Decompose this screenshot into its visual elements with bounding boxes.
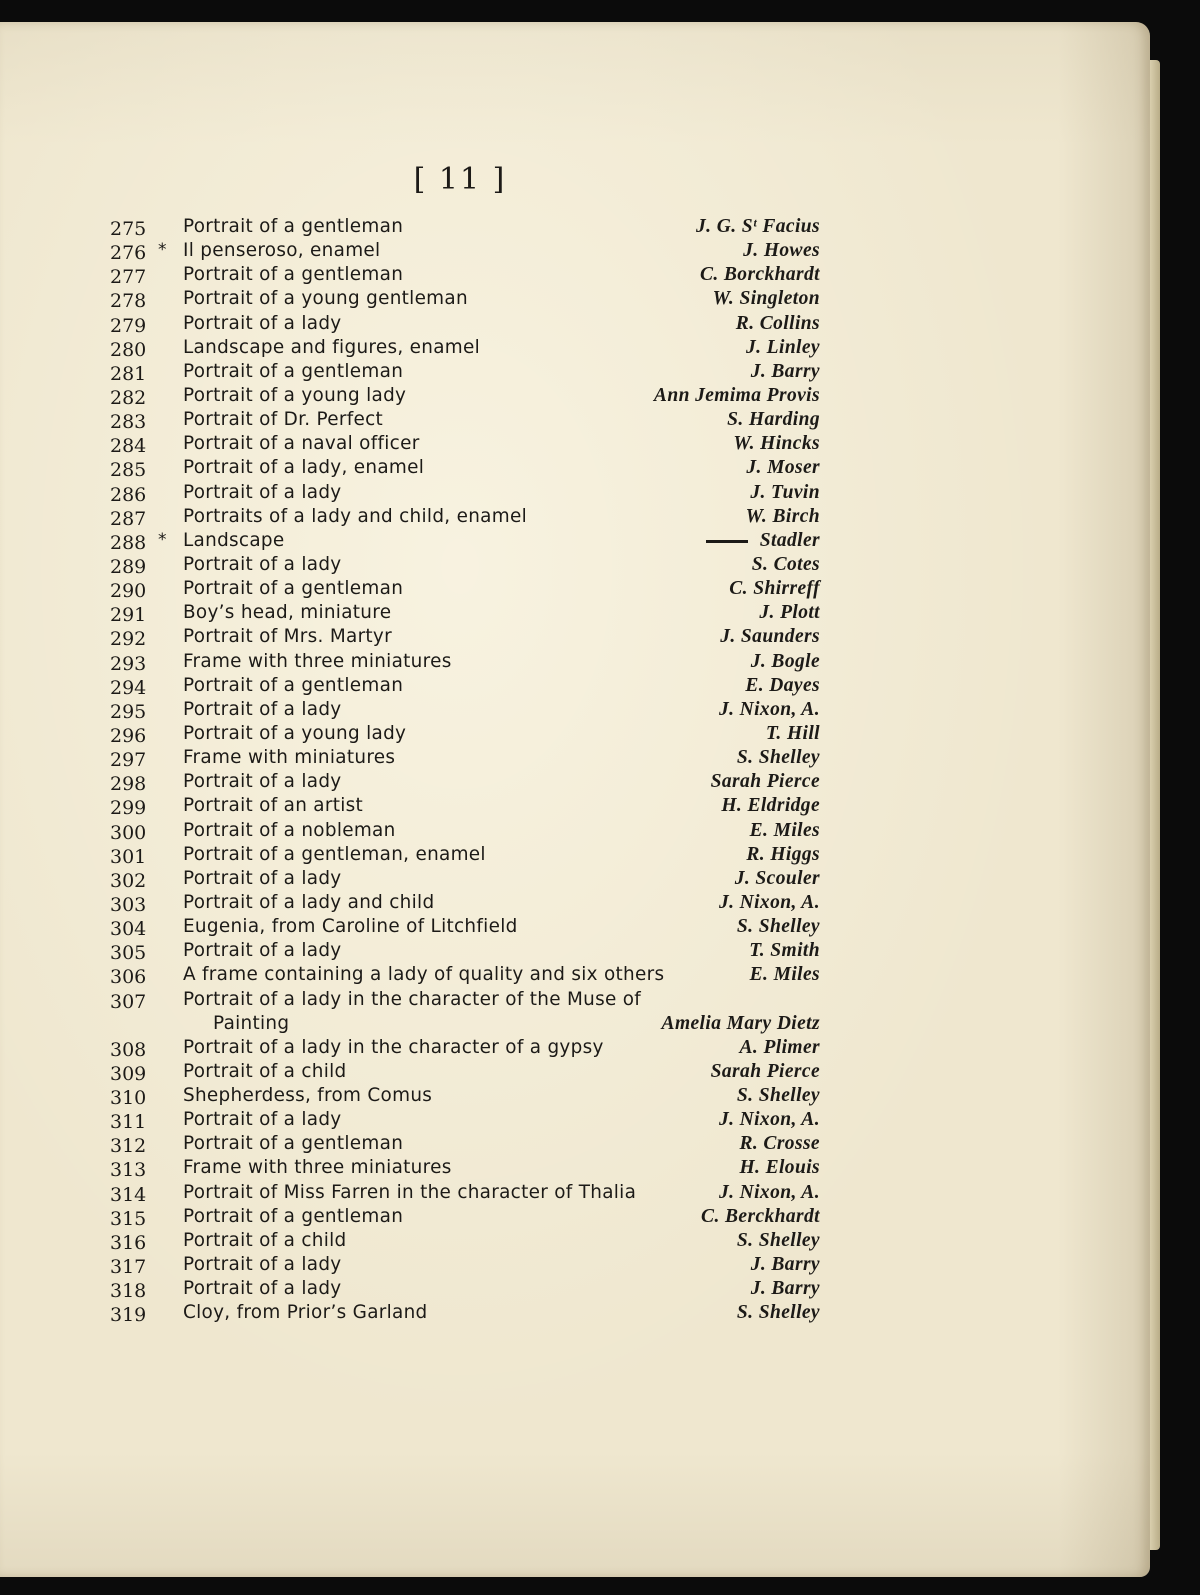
catalogue-entry [110, 699, 820, 723]
entry-number: 291 [110, 604, 147, 627]
entry-artist: J. Howes [743, 240, 820, 262]
catalogue-entry [110, 1109, 820, 1133]
entry-number: 279 [110, 314, 147, 337]
asterisk-mark: * [158, 240, 167, 261]
entry-number: 286 [110, 483, 147, 506]
entry-title: Portrait of Mrs. Martyr [183, 626, 392, 648]
entry-title: Shepherdess, from Comus [183, 1085, 433, 1107]
entry-artist: R. Crosse [739, 1133, 820, 1155]
catalogue-entry [110, 578, 820, 602]
entry-title: Portrait of a nobleman [183, 819, 396, 841]
catalogue-entry [110, 409, 820, 433]
catalogue-entry-continuation [110, 1013, 820, 1037]
catalogue-entry [110, 554, 820, 578]
entry-title: Portrait of a lady [183, 1278, 342, 1300]
entry-artist: C. Berckhardt [701, 1205, 820, 1227]
entry-title: Portrait of a gentleman, enamel [183, 843, 486, 865]
entry-title: Portrait of a lady [183, 1109, 342, 1131]
entry-title: Portrait of a young lady [183, 384, 407, 406]
entry-title: Portraits of a lady and child, enamel [183, 505, 527, 527]
catalogue-entry [110, 1061, 820, 1085]
entry-number: 289 [110, 555, 147, 578]
entry-artist: Sarah Pierce [710, 1060, 820, 1082]
entry-number: 278 [110, 290, 147, 313]
entry-title: Frame with three miniatures [183, 1157, 452, 1179]
entry-title: Cloy, from Prior’s Garland [183, 1302, 428, 1324]
entry-number: 290 [110, 580, 147, 603]
entry-number: 288 [110, 531, 147, 554]
entry-artist: R. Collins [735, 312, 820, 334]
entry-number: 309 [110, 1062, 147, 1085]
catalogue-entry [110, 916, 820, 940]
entry-title: Portrait of a gentleman [183, 360, 404, 382]
entry-artist: W. Birch [745, 505, 820, 527]
entry-number: 305 [110, 942, 147, 965]
entry-artist: J. Nixon, A. [718, 1109, 820, 1131]
entry-title: Landscape [183, 529, 285, 551]
entry-artist: T. Smith [749, 940, 820, 962]
entry-number: 296 [110, 724, 147, 747]
entry-number: 306 [110, 966, 147, 989]
entry-artist: J. Nixon, A. [718, 891, 820, 913]
entry-number: 315 [110, 1207, 147, 1230]
entry-number: 302 [110, 869, 147, 892]
catalogue-entry [110, 457, 820, 481]
catalogue-entry [110, 530, 820, 554]
catalogue-entry [110, 940, 820, 964]
entry-artist-name: Stadler [759, 529, 820, 551]
entry-number: 317 [110, 1256, 147, 1279]
entry-artist: S. Shelley [736, 747, 820, 769]
catalogue-entry [110, 1157, 820, 1181]
catalogue-entry [110, 216, 820, 240]
catalogue-entry [110, 651, 820, 675]
entry-artist: H. Eldridge [721, 795, 820, 817]
entry-artist: J. Nixon, A. [718, 1181, 820, 1203]
entry-title: Portrait of a gentleman [183, 1133, 404, 1155]
entry-number: 285 [110, 459, 147, 482]
entry-title: Portrait of a gentleman [183, 216, 404, 237]
catalogue-entry [110, 675, 820, 699]
entry-artist: Amelia Mary Dietz [661, 1012, 820, 1034]
entry-title: Portrait of a lady [183, 940, 342, 962]
entry-artist: E. Miles [749, 819, 820, 841]
catalogue-entry [110, 288, 820, 312]
catalogue-entry [110, 892, 820, 916]
catalogue-entry [110, 1037, 820, 1061]
entry-number: 294 [110, 676, 147, 699]
entry-artist: S. Harding [727, 409, 820, 431]
entry-number: 277 [110, 266, 147, 289]
ditto-dash [706, 540, 748, 543]
entry-title: Portrait of Miss Farren in the character of Thalia [183, 1181, 637, 1203]
catalogue-entry [110, 264, 820, 288]
entry-artist: J. Tuvin [750, 481, 820, 503]
entry-number: 311 [110, 1111, 147, 1134]
entry-artist: J. Moser [746, 457, 820, 479]
entry-title: Portrait of a lady [183, 698, 342, 720]
entry-number: 314 [110, 1183, 147, 1206]
entry-artist: Ann Jemima Provis [653, 384, 820, 406]
catalogue-entry [110, 1182, 820, 1206]
entry-title: Portrait of Dr. Perfect [183, 409, 384, 431]
catalogue-entry [110, 361, 820, 385]
entry-title: Frame with three miniatures [183, 650, 452, 672]
page-edge [1150, 60, 1160, 1550]
entry-artist: S. Shelley [736, 1085, 820, 1107]
asterisk-mark: * [158, 529, 167, 550]
entry-number: 283 [110, 411, 147, 434]
entry-artist: W. Hincks [733, 433, 820, 455]
entry-artist: J. Saunders [720, 626, 820, 648]
entry-number: 295 [110, 700, 147, 723]
entry-artist [706, 530, 820, 552]
entry-number: 299 [110, 797, 147, 820]
catalogue-entry [110, 868, 820, 892]
entry-title: Portrait of an artist [183, 795, 364, 817]
entry-artist: J. Linley [745, 336, 820, 358]
catalogue-entry [110, 482, 820, 506]
catalogue-entry [110, 337, 820, 361]
entry-title: Portrait of a child [183, 1229, 347, 1251]
entry-title: Portrait of a gentleman [183, 578, 404, 600]
catalogue-entry [110, 747, 820, 771]
catalogue-entry [110, 1206, 820, 1230]
entry-artist: T. Hill [765, 722, 820, 744]
entry-title: Portrait of a naval officer [183, 433, 420, 455]
entry-artist: J. Barry [750, 1278, 820, 1300]
entry-number: 282 [110, 386, 147, 409]
entry-number: 275 [110, 218, 147, 240]
catalogue-entry [110, 385, 820, 409]
entry-artist: C. Borckhardt [699, 264, 820, 286]
entry-artist: J. Barry [750, 1254, 820, 1276]
catalogue-entry [110, 1230, 820, 1254]
entry-title: Portrait of a child [183, 1060, 347, 1082]
entry-title: A frame containing a lady of quality and six others [183, 964, 665, 986]
entry-title: Eugenia, from Caroline of Litchfield [183, 916, 518, 938]
entry-number: 312 [110, 1135, 147, 1158]
entry-artist: J. Scouler [734, 867, 820, 889]
catalogue-entry [110, 795, 820, 819]
catalogue-entry [110, 313, 820, 337]
entry-artist: C. Shirreff [729, 578, 820, 600]
entry-title: Portrait of a gentleman [183, 264, 404, 286]
entry-title: Portrait of a lady and child [183, 891, 435, 913]
entry-title: Portrait of a lady, enamel [183, 457, 425, 479]
entry-artist: J. Plott [759, 602, 820, 624]
entry-title: Portrait of a lady in the character of the Muse of [183, 988, 642, 1010]
entry-title: Portrait of a lady [183, 1254, 342, 1276]
entry-artist: E. Miles [749, 964, 820, 986]
book-page [0, 22, 1150, 1577]
entry-title: Portrait of a gentleman [183, 674, 404, 696]
entry-number: 292 [110, 628, 147, 651]
catalogue-entry [110, 1302, 820, 1326]
entry-artist: J. Barry [750, 360, 820, 382]
entry-number: 307 [110, 990, 147, 1013]
entry-title: Portrait of a lady [183, 553, 342, 575]
entry-artist: S. Shelley [736, 916, 820, 938]
catalogue-entry [110, 626, 820, 650]
entry-number: 281 [110, 362, 147, 385]
entry-number: 308 [110, 1038, 147, 1061]
entry-number: 304 [110, 918, 147, 941]
catalogue-entry [110, 433, 820, 457]
entry-title: Portrait of a young lady [183, 722, 407, 744]
page-number: [ 11 ] [413, 162, 507, 197]
entry-title: Portrait of a gentleman [183, 1205, 404, 1227]
entry-number: 297 [110, 749, 147, 772]
entry-number: 301 [110, 845, 147, 868]
entry-number: 276 [110, 242, 147, 265]
entry-number: 310 [110, 1087, 147, 1110]
entry-title: Portrait of a lady [183, 481, 342, 503]
entry-title: Portrait of a lady [183, 867, 342, 889]
entry-artist: A. Plimer [739, 1036, 820, 1058]
entry-artist: S. Cotes [751, 553, 820, 575]
catalogue-entry [110, 602, 820, 626]
entry-number: 318 [110, 1280, 147, 1303]
entry-artist: J. Nixon, A. [718, 698, 820, 720]
entry-number: 319 [110, 1304, 147, 1327]
entry-number: 293 [110, 652, 147, 675]
entry-artist: W. Singleton [712, 288, 820, 310]
entry-title: Portrait of a young gentleman [183, 288, 468, 310]
catalogue-entry [110, 820, 820, 844]
entry-title: Portrait of a lady [183, 771, 342, 793]
entry-title: Painting [213, 1012, 290, 1034]
catalogue-entry [110, 506, 820, 530]
entry-number: 316 [110, 1231, 147, 1254]
entry-number: 287 [110, 507, 147, 530]
entry-title: Portrait of a lady in the character of a gypsy [183, 1036, 604, 1058]
catalogue-entry [110, 1133, 820, 1157]
entry-artist: E. Dayes [745, 674, 820, 696]
entry-artist: H. Elouis [739, 1157, 820, 1179]
entry-number: 284 [110, 435, 147, 458]
entry-title: Frame with miniatures [183, 747, 396, 769]
entry-number: 280 [110, 338, 147, 361]
entry-artist: S. Shelley [736, 1229, 820, 1251]
catalogue-entry [110, 1085, 820, 1109]
catalogue-entry [110, 771, 820, 795]
catalogue-entries [110, 216, 820, 1326]
entry-artist: J. Bogle [750, 650, 820, 672]
entry-number: 300 [110, 821, 147, 844]
entry-title: Landscape and figures, enamel [183, 336, 481, 358]
entry-artist: J. G. Sᵗ Facius [696, 216, 820, 237]
entry-number: 313 [110, 1159, 147, 1182]
catalogue-entry [110, 240, 820, 264]
catalogue-entry [110, 989, 820, 1013]
entry-title: Boy’s head, miniature [183, 602, 392, 624]
entry-artist: S. Shelley [736, 1302, 820, 1324]
entry-number: 303 [110, 893, 147, 916]
catalogue-entry [110, 1278, 820, 1302]
entry-title: Portrait of a lady [183, 312, 342, 334]
entry-artist: Sarah Pierce [710, 771, 820, 793]
entry-title: Il penseroso, enamel [183, 240, 381, 262]
entry-artist: R. Higgs [746, 843, 820, 865]
entry-number: 298 [110, 773, 147, 796]
catalogue-entry [110, 964, 820, 988]
catalogue-entry [110, 723, 820, 747]
catalogue-entry [110, 1254, 820, 1278]
catalogue-entry [110, 844, 820, 868]
